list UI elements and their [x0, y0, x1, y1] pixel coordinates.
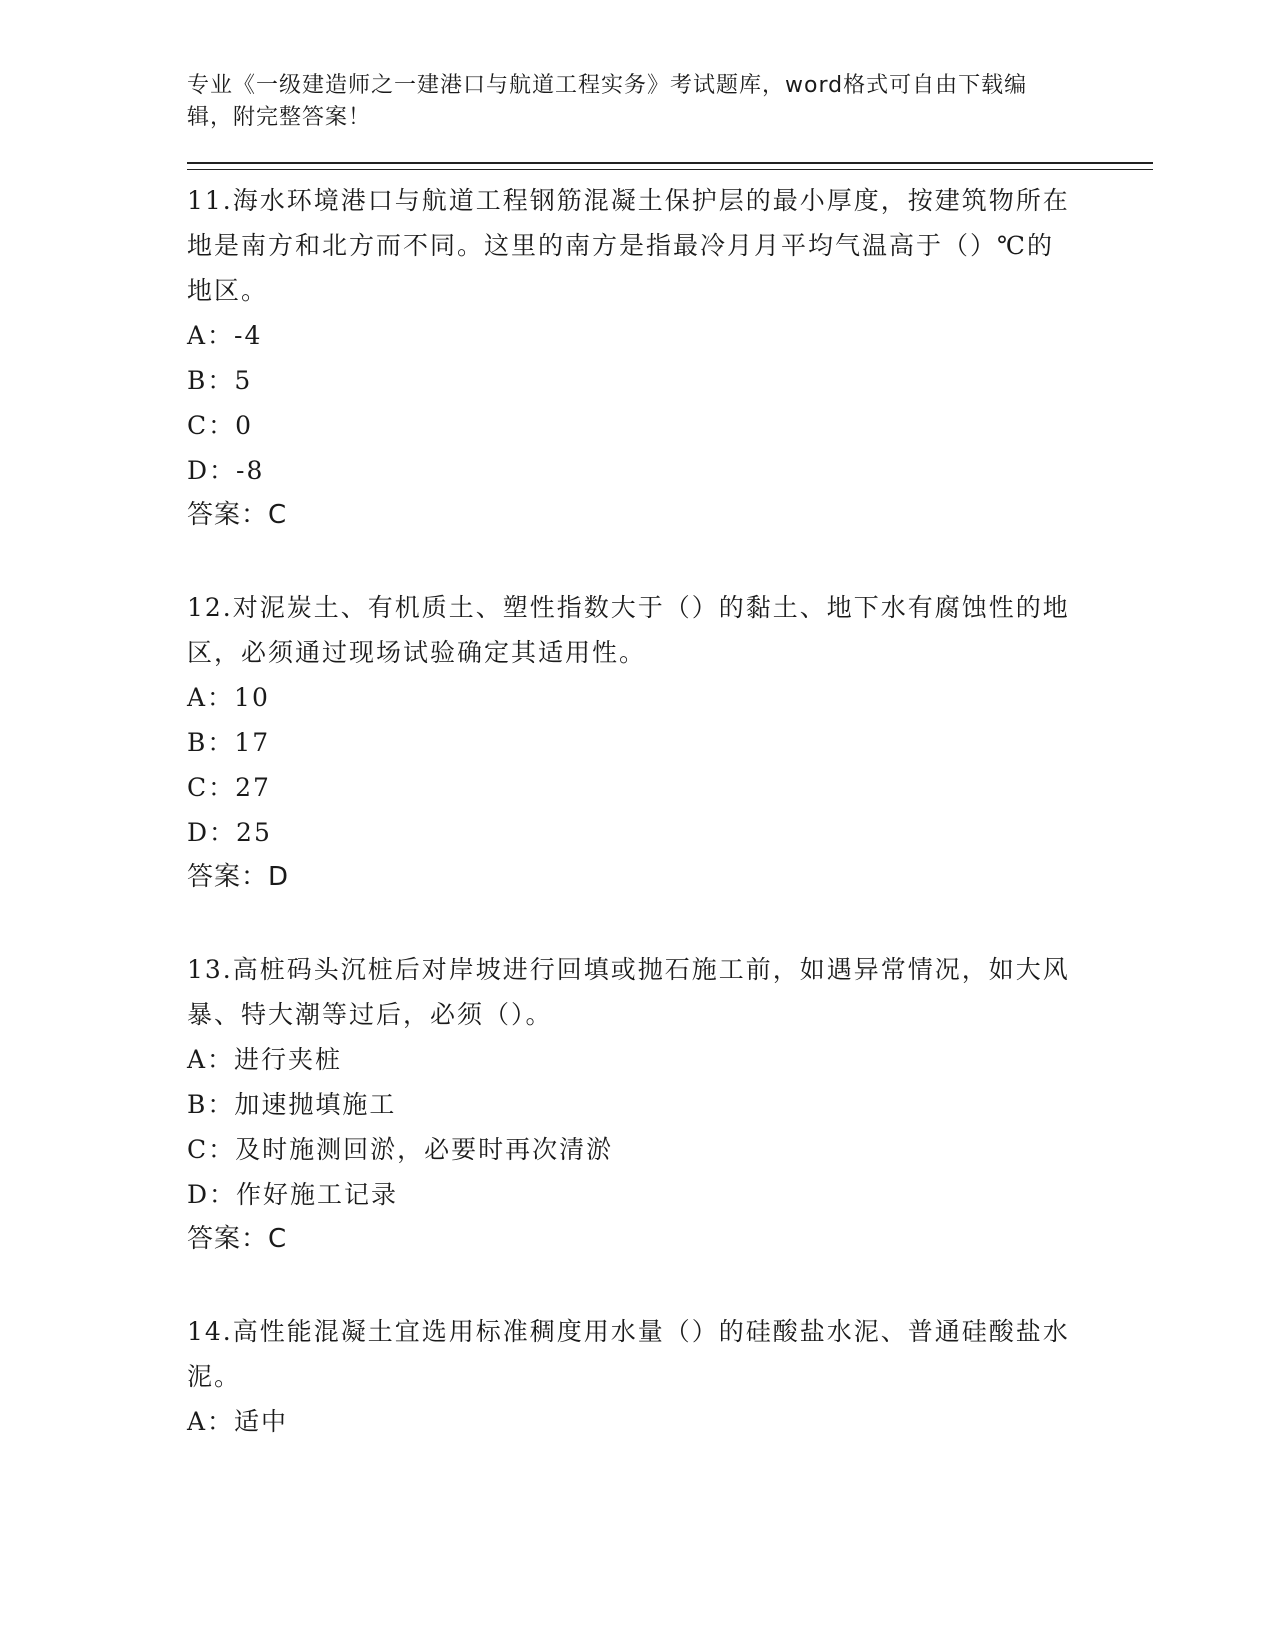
answer-line: 答案：D	[187, 862, 290, 892]
option-b: B：5	[187, 366, 253, 395]
option-c: C：27	[187, 773, 271, 802]
question-stem: 11.海水环境港口与航道工程钢筋混凝土保护层的最小厚度，按建筑物所在地是南方和北方而不同。这里的南方是指最冷月月平均气温高于（）℃的地区。	[187, 186, 1070, 305]
document-header: 专业《一级建造师之一建港口与航道工程实务》考试题库，word格式可自由下载编辑，附完整答案！	[187, 73, 1028, 130]
answer-line: 答案：C	[187, 1224, 288, 1254]
question-14	[187, 1309, 1147, 1444]
option-d: D：作好施工记录	[187, 1180, 399, 1209]
option-b: B：17	[187, 728, 271, 757]
answer-line: 答案：C	[187, 500, 288, 530]
question-stem: 13.高桩码头沉桩后对岸坡进行回填或抛石施工前，如遇异常情况，如大风暴、特大潮等过后，必须（）。	[187, 955, 1070, 1029]
question-spacer	[187, 900, 1147, 947]
option-a: A：适中	[187, 1407, 289, 1436]
header-divider	[187, 162, 1153, 170]
question-13	[187, 947, 1147, 1262]
document-page	[187, 70, 1147, 1444]
question-stem: 14.高性能混凝土宜选用标准稠度用水量（）的硅酸盐水泥、普通硅酸盐水泥。	[187, 1317, 1070, 1391]
option-c: C：及时施测回淤，必要时再次清淤	[187, 1135, 614, 1164]
question-spacer	[187, 1262, 1147, 1309]
option-a: A：-4	[187, 321, 263, 350]
question-12	[187, 585, 1147, 900]
question-stem: 12.对泥炭土、有机质土、塑性指数大于（）的黏土、地下水有腐蚀性的地区，必须通过现场试验确定其适用性。	[187, 593, 1070, 667]
option-d: D：25	[187, 818, 272, 847]
option-b: B：加速抛填施工	[187, 1090, 397, 1119]
question-spacer	[187, 538, 1147, 585]
option-c: C：0	[187, 411, 254, 440]
option-a: A：10	[187, 683, 270, 712]
option-d: D：-8	[187, 456, 265, 485]
option-a: A：进行夹桩	[187, 1045, 343, 1074]
question-11	[187, 178, 1147, 538]
